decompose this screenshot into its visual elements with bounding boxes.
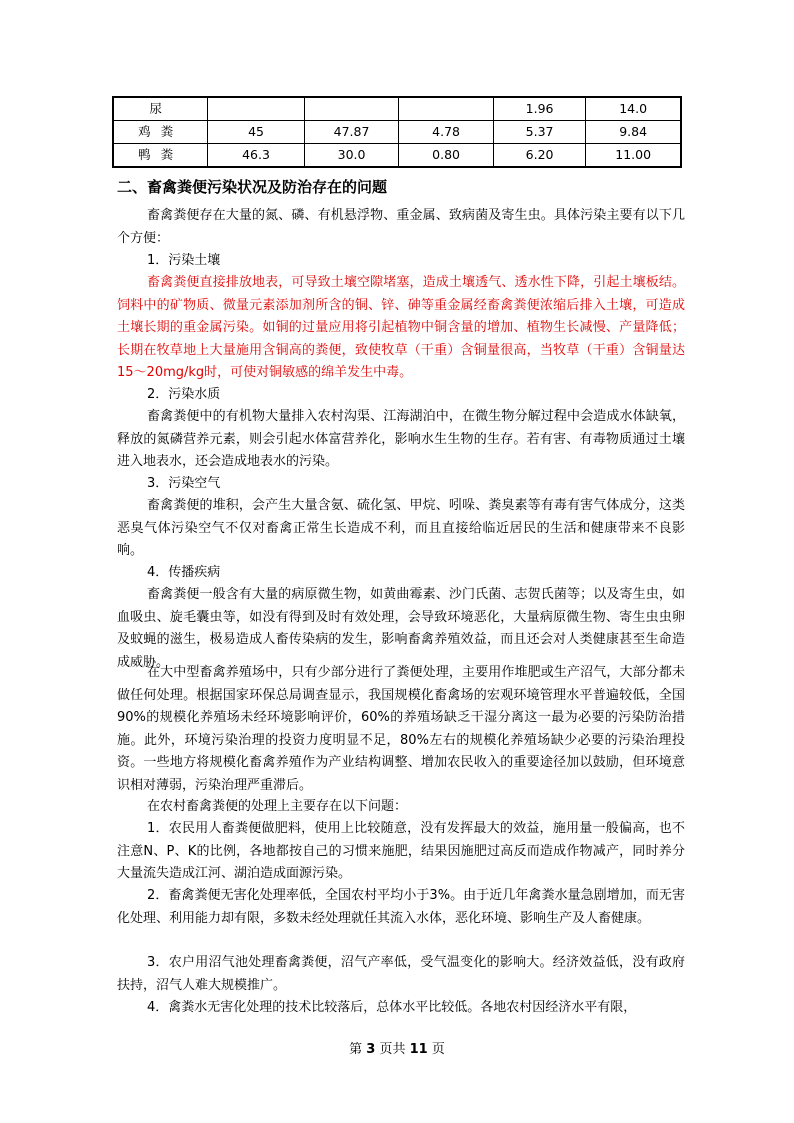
footer-prefix: 第	[349, 1042, 363, 1057]
row-label: 鸭粪	[113, 144, 208, 168]
section-heading: 二、畜禽粪便污染状况及防治存在的问题	[117, 178, 388, 196]
table-cell	[208, 97, 304, 121]
table-row	[113, 97, 681, 121]
footer-suffix: 页	[431, 1042, 445, 1057]
nutrient-table	[112, 96, 682, 168]
table-cell: 14.0	[586, 97, 681, 121]
subheading-air: 3．污染空气	[147, 476, 221, 491]
footer-mid: 页共	[379, 1042, 406, 1057]
footer-page-number: 3	[366, 1042, 376, 1057]
table-row	[113, 144, 681, 168]
table-cell: 9.84	[586, 121, 681, 144]
table-row	[113, 121, 681, 144]
scale-farm-paragraph: 在大中型畜禽养殖场中，只有少部分进行了粪便处理，主要用作堆肥或生产沼气，大部分都未做任何处理。根据国家环保总局调查显示，我国规模化畜禽场的宏观环境管理水平普遍较低，全国90%的规模化养殖场未经环境影响评价，60%的养殖场缺乏干湿分离这一最为必要的污染防治措施。此外，环境污染治理的投资力度明显不足，80%左右的规模化养殖场缺少必要的污染治理投资。一些地方将规模化畜禽养殖作为产业结构调整、增加农民收入的重要途径加以鼓励，但环境意识相对薄弱，污染治理严重滞后。	[117, 665, 685, 793]
problem-item-1: 1．农民用人畜粪便做肥料，使用上比较随意，没有发挥最大的效益，施用量一般偏高，也不注意N、P、K的比例，各地都按自己的习惯来施肥，结果因施肥过高反而造成作物减产，同时养分大量流失造成江河、湖泊造成面源污染。	[117, 821, 685, 881]
subheading-soil: 1．污染土壤	[147, 253, 221, 268]
water-paragraph: 畜禽粪便中的有机物大量排入农村沟渠、江海湖泊中，在微生物分解过程中会造成水体缺氧，释放的氮磷营养元素，则会引起水体富营养化，影响水生生物的生存。若有害、有毒物质通过土壤进入地表水，还会造成地表水的污染。	[117, 409, 685, 469]
table-cell: 0.80	[399, 144, 493, 168]
table-cell: 4.78	[399, 121, 493, 144]
problem-item-2: 2．畜禽粪便无害化处理率低，全国农村平均小于3%。由于近几年禽粪水量急剧增加，而无害化处理、利用能力却有限，多数未经处理就任其流入水体，恶化环境、影响生产及人畜健康。	[117, 888, 685, 926]
rural-problems-intro: 在农村畜禽粪便的处理上主要存在以下问题：	[147, 799, 408, 814]
disease-paragraph: 畜禽粪便一般含有大量的病原微生物，如黄曲霉素、沙门氏菌、志贺氏菌等；以及寄生虫，如血吸虫、旋毛囊虫等，如没有得到及时有效处理，会导致环境恶化，大量病原微生物、寄生虫虫卵及蚊蝇的滋生，极易造成人畜传染病的发生，影响畜禽养殖效益，而且还会对人类健康甚至生命造成威胁。	[117, 587, 685, 670]
intro-paragraph: 畜禽粪便存在大量的氮、磷、有机悬浮物、重金属、致病菌及寄生虫。具体污染主要有以下几个方便：	[117, 208, 685, 246]
problem-item-3: 3．农户用沼气池处理畜禽粪便，沼气产率低，受气温变化的影响大。经济效益低，没有政府扶持，沼气人难大规模推广。	[117, 955, 685, 993]
table-cell: 46.3	[208, 144, 304, 168]
table-cell: 1.96	[493, 97, 586, 121]
problem-item-4: 4．禽粪水无害化处理的技术比较落后，总体水平比较低。各地农村因经济水平有限，	[147, 1000, 637, 1015]
subheading-disease: 4．传播疾病	[147, 565, 221, 580]
soil-paragraph: 畜禽粪便直接排放地表，可导致土壤空隙堵塞，造成土壤透气、透水性下降，引起土壤板结。饲料中的矿物质、微量元素添加剂所含的铜、锌、砷等重金属经畜禽粪便浓缩后排入土壤，可造成土壤长期的重金属污染。如铜的过量应用将引起植物中铜含量的增加、植物生长减慢、产量降低；长期在牧草地上大量施用含铜高的粪便，致使牧草（干重）含铜量很高，当牧草（干重）含铜量达15～20mg/kg时，可使对铜敏感的绵羊发生中毒。	[117, 275, 685, 380]
subheading-water: 2．污染水质	[147, 387, 221, 402]
air-paragraph: 畜禽粪便的堆积，会产生大量含氨、硫化氢、甲烷、吲哚、粪臭素等有毒有害气体成分，这类恶臭气体污染空气不仅对畜禽正常生长造成不利，而且直接给临近居民的生活和健康带来不良影响。	[117, 498, 685, 558]
table-cell: 6.20	[493, 144, 586, 168]
table-cell: 30.0	[304, 144, 399, 168]
row-label: 鸡粪	[113, 121, 208, 144]
page-footer	[0, 1038, 794, 1057]
table-cell: 47.87	[304, 121, 399, 144]
table-cell	[304, 97, 399, 121]
row-label: 尿	[113, 97, 208, 121]
table-cell: 5.37	[493, 121, 586, 144]
table-cell: 11.00	[586, 144, 681, 168]
footer-total-pages: 11	[409, 1042, 428, 1057]
table-cell: 45	[208, 121, 304, 144]
table-cell	[399, 97, 493, 121]
